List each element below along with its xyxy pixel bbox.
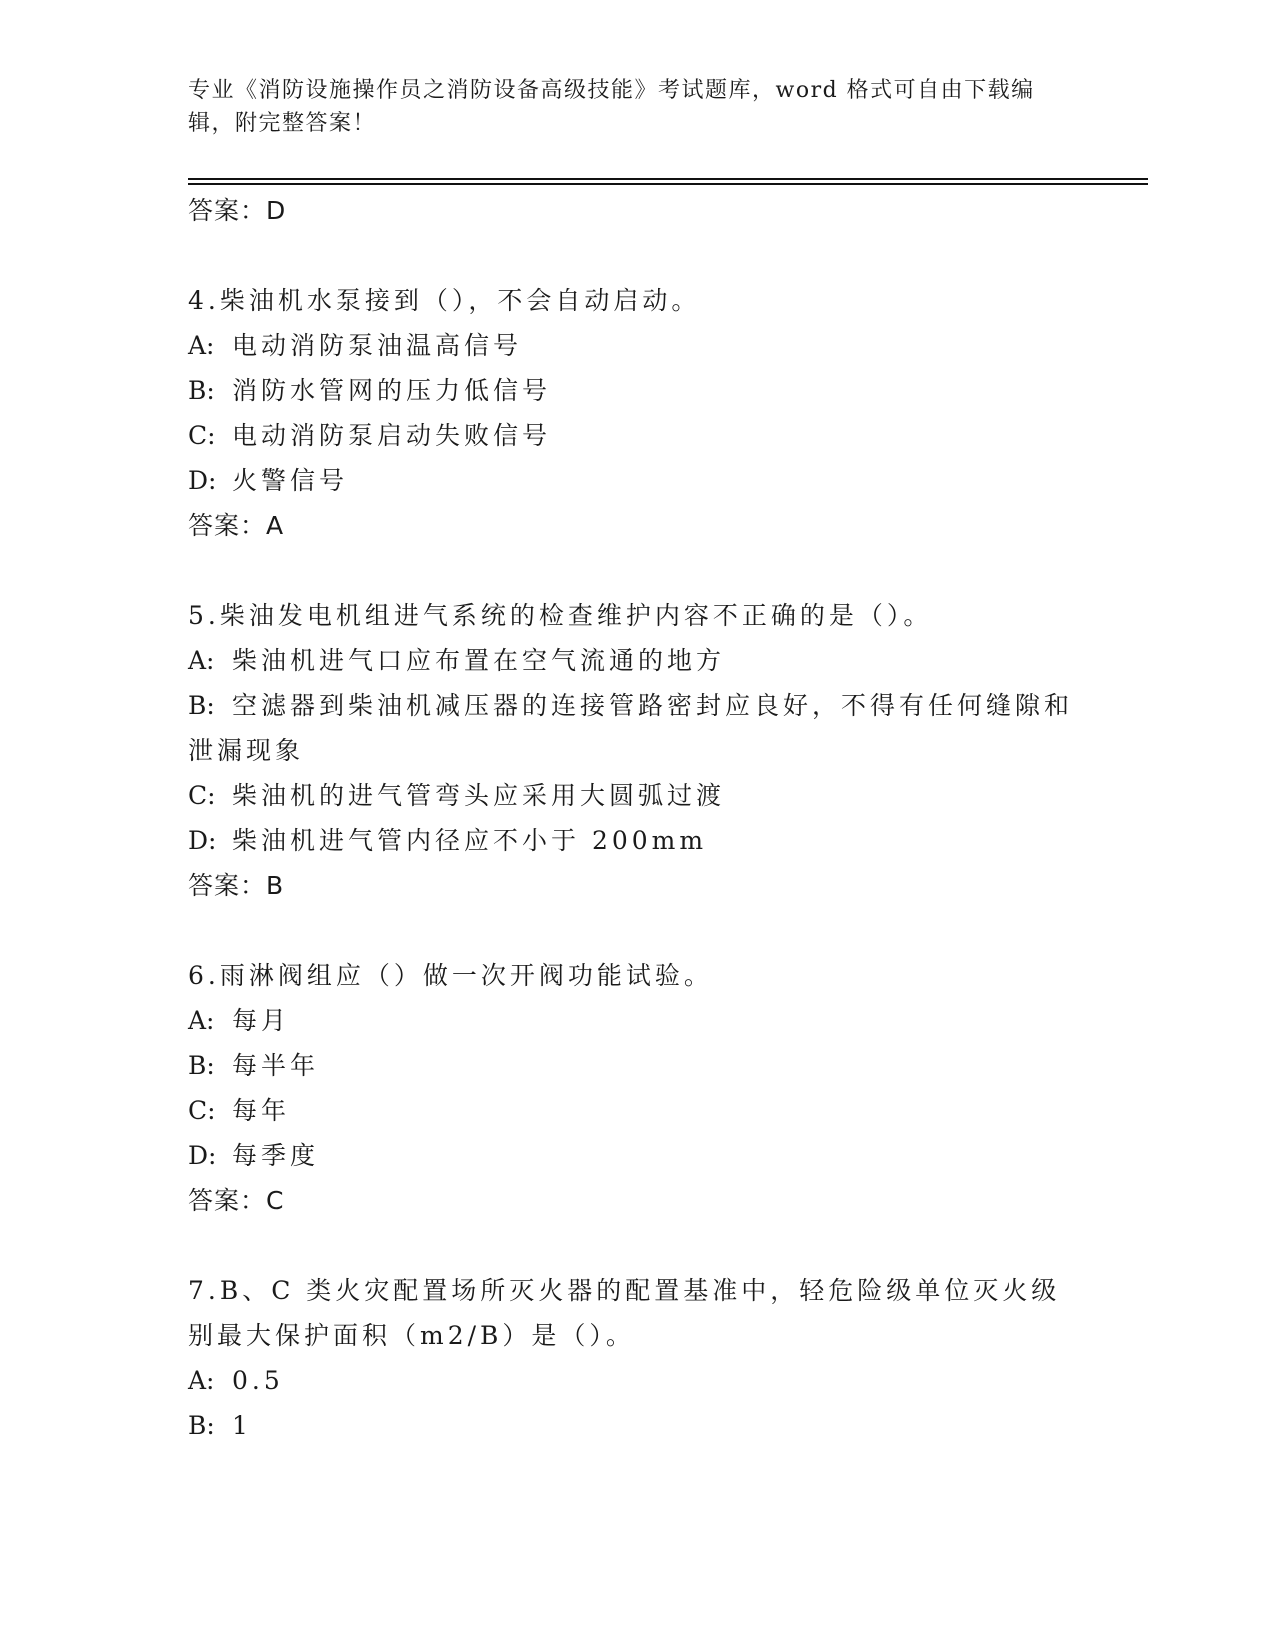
- option-text: 每月: [232, 1006, 291, 1035]
- option-d: [188, 1133, 1088, 1178]
- option-letter: C:: [188, 781, 216, 810]
- header-rule-bottom: [188, 183, 1148, 185]
- question-text: 7.B、C 类火灾配置场所灭火器的配置基准中，轻危险级单位灭火级别最大保护面积（m2/B）是（）。: [188, 1276, 1061, 1350]
- option-letter: C:: [188, 421, 216, 450]
- option-text: 0.5: [232, 1366, 284, 1395]
- answer-label: 答案：C: [188, 1186, 285, 1215]
- option-d: [188, 458, 1088, 503]
- option-a: [188, 998, 1088, 1043]
- option-text: 每半年: [232, 1051, 320, 1080]
- option-letter: C:: [188, 1096, 216, 1125]
- option-text: 空滤器到柴油机减压器的连接管路密封应良好，不得有任何缝隙和泄漏现象: [188, 691, 1074, 765]
- option-b: [188, 1043, 1088, 1088]
- option-letter: B:: [188, 376, 215, 405]
- option-letter: A:: [188, 646, 215, 675]
- answer-label: 答案：D: [188, 196, 287, 225]
- option-letter: D:: [188, 466, 217, 495]
- option-a: [188, 638, 1088, 683]
- question-4: [188, 278, 1088, 548]
- option-c: [188, 1088, 1088, 1133]
- option-text: 柴油机进气管内径应不小于 200mm: [232, 826, 708, 855]
- option-text: 柴油机进气口应布置在空气流通的地方: [232, 646, 726, 675]
- answer-label: 答案：A: [188, 511, 285, 540]
- header-rule-top: [188, 178, 1148, 180]
- option-b: [188, 683, 1088, 773]
- option-text: 消防水管网的压力低信号: [232, 376, 552, 405]
- option-text: 1: [232, 1411, 252, 1440]
- option-b: [188, 1403, 1088, 1448]
- option-letter: A:: [188, 1366, 215, 1395]
- header-line-2: 辑，附完整答案！: [188, 111, 377, 136]
- question-5: [188, 593, 1088, 908]
- option-text: 电动消防泵启动失败信号: [232, 421, 552, 450]
- option-a: [188, 1358, 1088, 1403]
- option-letter: D:: [188, 826, 217, 855]
- option-c: [188, 413, 1088, 458]
- option-text: 火警信号: [232, 466, 349, 495]
- option-text: 柴油机的进气管弯头应采用大圆弧过渡: [232, 781, 726, 810]
- option-text: 每年: [232, 1096, 291, 1125]
- option-letter: B:: [188, 1051, 215, 1080]
- option-letter: B:: [188, 1411, 215, 1440]
- question-7: [188, 1268, 1088, 1448]
- option-a: [188, 323, 1088, 368]
- option-letter: A:: [188, 1006, 215, 1035]
- option-d: [188, 818, 1088, 863]
- header-line-1: 专业《消防设施操作员之消防设备高级技能》考试题库，word 格式可自由下载编: [188, 78, 1035, 103]
- option-text: 电动消防泵油温高信号: [232, 331, 523, 360]
- question-text: 6.雨淋阀组应（）做一次开阀功能试验。: [188, 961, 713, 990]
- option-text: 每季度: [232, 1141, 320, 1170]
- option-b: [188, 368, 1088, 413]
- option-letter: D:: [188, 1141, 217, 1170]
- option-c: [188, 773, 1088, 818]
- option-letter: A:: [188, 331, 215, 360]
- question-text: 4.柴油机水泵接到（），不会自动启动。: [188, 286, 701, 315]
- answer-label: 答案：B: [188, 871, 285, 900]
- question-6: [188, 953, 1088, 1223]
- document-header: [188, 74, 1068, 140]
- option-letter: B:: [188, 691, 215, 720]
- question-text: 5.柴油发电机组进气系统的检查维护内容不正确的是（）。: [188, 601, 933, 630]
- question-list: [188, 188, 1088, 1448]
